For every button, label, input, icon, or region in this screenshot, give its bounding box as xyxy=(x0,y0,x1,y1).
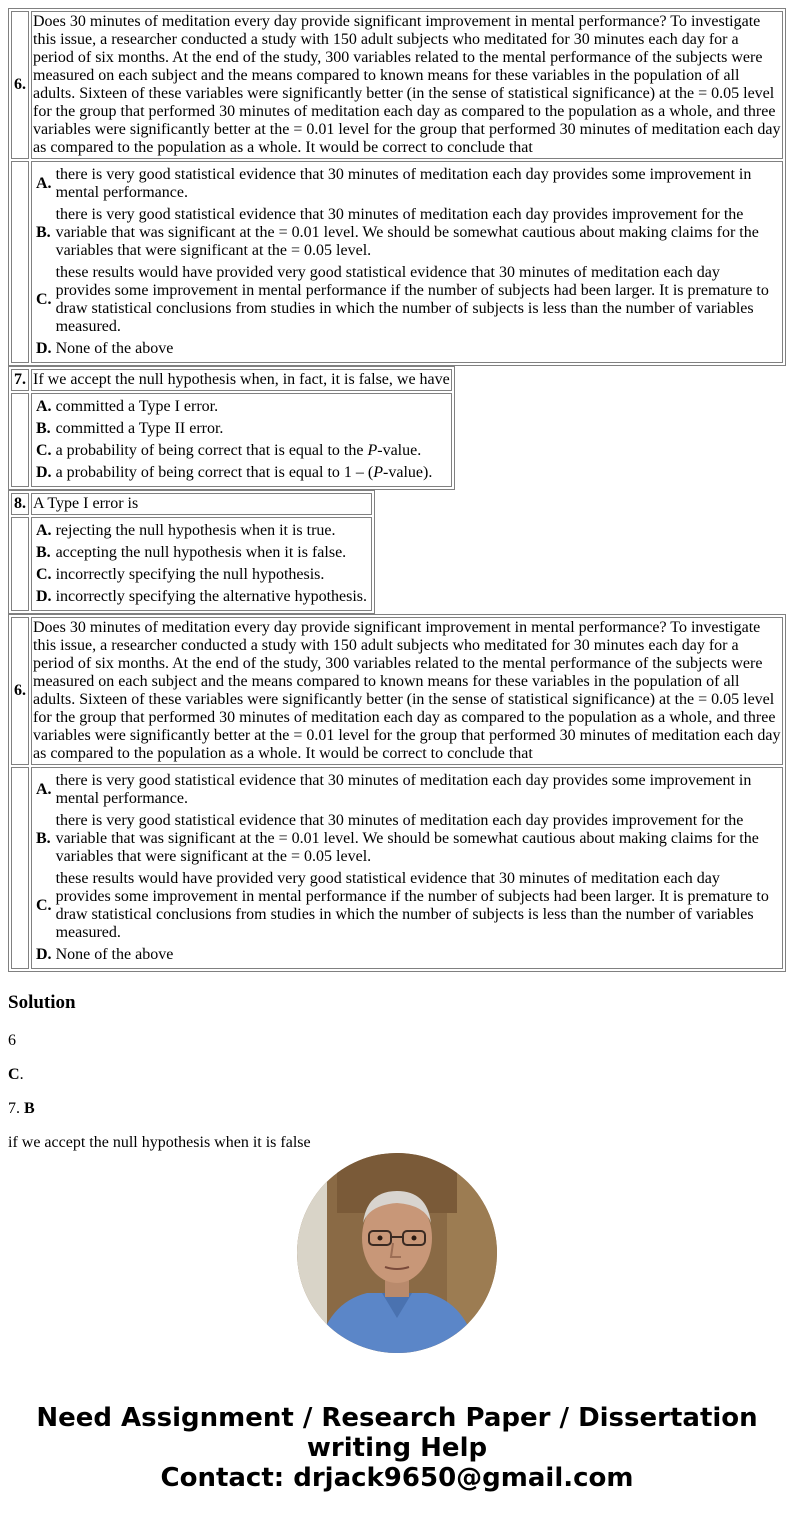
solution-q6-answer xyxy=(8,1066,786,1084)
question-stem: If we accept the null hypothesis when, in fact, it is false, we have xyxy=(31,369,452,391)
question-stem: A Type I error is xyxy=(31,493,372,515)
question-number: 8. xyxy=(11,493,29,515)
solution-q7-answer xyxy=(8,1100,786,1118)
option-text: these results would have provided very good statistical evidence that 30 minutes of meditation each day provides some improvement in mental performance if the number of subjects had been larger. It is premature to draw statistical conclusions from studies in which the number of subjects is less than the number of variables measured. xyxy=(55,264,769,335)
option-text: accepting the null hypothesis when it is false. xyxy=(55,544,347,561)
option-text-italic: P xyxy=(373,464,384,481)
option-letter: C. xyxy=(36,442,52,459)
option-text: None of the above xyxy=(55,340,174,357)
option-letter: D. xyxy=(36,340,52,357)
option-c xyxy=(35,869,779,943)
empty-cell xyxy=(11,767,29,969)
solution-q7-explanation: if we accept the null hypothesis when it is false xyxy=(8,1134,311,1151)
empty-cell xyxy=(11,161,29,363)
option-a xyxy=(35,771,779,809)
question-number: 7. xyxy=(11,369,29,391)
option-text-italic: P xyxy=(367,442,378,459)
option-letter: C. xyxy=(36,897,52,914)
option-text: committed a Type II error. xyxy=(55,420,224,437)
question-stem: Does 30 minutes of meditation every day provide significant improvement in mental performance? To investigate this issue, a researcher conducted a study with 150 adult subjects who meditated for 30 minutes each day for a period of six months. At the end of the study, 300 variables related to the mental performance of the subjects were measured on each subject and the means compared to known means for these variables in the population of all adults. Sixteen of these variables were significantly better (in the sense of statistical significance) at the = 0.05 level for the group that performed 30 minutes of meditation each day as compared to the population as a whole, and three variables were significantly better at the = 0.01 level for the group that performed 30 minutes of meditation each day as compared to the population as a whole. It would be correct to conclude that xyxy=(31,11,783,159)
option-letter: C. xyxy=(36,566,52,583)
option-text-before: a probability of being correct that is equal to 1 – ( xyxy=(55,464,374,481)
option-text-after: -value. xyxy=(377,442,422,459)
option-c xyxy=(35,441,433,461)
document-body xyxy=(8,8,786,1172)
option-text xyxy=(55,441,434,461)
question-number: 6. xyxy=(11,617,29,765)
avatar-portrait-icon xyxy=(297,1153,497,1353)
option-d xyxy=(35,463,433,483)
footer-banner xyxy=(0,1403,794,1493)
options-list xyxy=(33,519,370,609)
option-text: there is very good statistical evidence that 30 minutes of meditation each day provides improvement for the variable that was significant at the = 0.01 level. We should be somewhat cautious about making claims for the variables that were significant at the = 0.05 level. xyxy=(55,812,759,865)
footer-tagline: Need Assignment / Research Paper / Dissertation writing Help xyxy=(36,1403,758,1463)
solution-q6-label: 6 xyxy=(8,1032,16,1049)
option-letter: A. xyxy=(36,175,52,192)
footer-contact: Contact: drjack9650@gmail.com xyxy=(160,1463,634,1493)
option-text: there is very good statistical evidence that 30 minutes of meditation each day provides some improvement in mental performance. xyxy=(55,772,752,807)
option-text-before: a probability of being correct that is equal to the xyxy=(55,442,368,459)
option-letter: D. xyxy=(36,946,52,963)
option-c xyxy=(35,263,779,337)
answer-letter: B xyxy=(24,1100,35,1117)
option-letter: A. xyxy=(36,781,52,798)
empty-cell xyxy=(11,517,29,611)
answer-letter: C xyxy=(8,1066,20,1083)
option-d xyxy=(35,945,779,965)
option-letter: D. xyxy=(36,464,52,481)
option-text: committed a Type I error. xyxy=(55,398,219,415)
option-b xyxy=(35,419,433,439)
option-text: incorrectly specifying the null hypothesis. xyxy=(55,566,325,583)
option-letter: B. xyxy=(36,544,51,561)
options-cell xyxy=(31,161,783,363)
option-text: these results would have provided very good statistical evidence that 30 minutes of meditation each day provides some improvement in mental performance if the number of subjects had been larger. It is premature to draw statistical conclusions from studies in which the number of subjects is less than the number of variables measured. xyxy=(55,870,769,941)
question-number: 6. xyxy=(11,11,29,159)
options-cell xyxy=(31,393,452,487)
options-list xyxy=(33,163,781,361)
option-letter: D. xyxy=(36,588,52,605)
option-b xyxy=(35,811,779,867)
solution-heading: Solution xyxy=(8,992,76,1013)
option-letter: C. xyxy=(36,291,52,308)
option-text xyxy=(55,463,434,483)
option-letter: A. xyxy=(36,398,52,415)
option-text: there is very good statistical evidence that 30 minutes of meditation each day provides some improvement in mental performance. xyxy=(55,166,752,201)
question-6-repeat-table xyxy=(8,614,786,972)
option-b xyxy=(35,205,779,261)
answer-label: 7. xyxy=(8,1100,24,1117)
option-letter: B. xyxy=(36,224,51,241)
option-text: incorrectly specifying the alternative hypothesis. xyxy=(55,588,368,605)
option-text: None of the above xyxy=(55,946,174,963)
option-d xyxy=(35,587,368,607)
option-b xyxy=(35,543,368,563)
option-a xyxy=(35,397,433,417)
answer-suffix: . xyxy=(19,1066,24,1083)
option-text: rejecting the null hypothesis when it is true. xyxy=(55,522,336,539)
options-cell xyxy=(31,767,783,969)
options-cell xyxy=(31,517,372,611)
option-a xyxy=(35,165,779,203)
option-text-after: -value). xyxy=(383,464,433,481)
question-stem: Does 30 minutes of meditation every day provide significant improvement in mental performance? To investigate this issue, a researcher conducted a study with 150 adult subjects who meditated for 30 minutes each day for a period of six months. At the end of the study, 300 variables related to the mental performance of the subjects were measured on each subject and the means compared to known means for these variables in the population of all adults. Sixteen of these variables were significantly better (in the sense of statistical significance) at the = 0.05 level for the group that performed 30 minutes of meditation each day as compared to the population as a whole, and three variables were significantly better at the = 0.01 level for the group that performed 30 minutes of meditation each day as compared to the population as a whole. It would be correct to conclude that xyxy=(31,617,783,765)
option-letter: B. xyxy=(36,420,51,437)
option-d xyxy=(35,339,779,359)
question-7-table xyxy=(8,366,455,490)
question-6-table xyxy=(8,8,786,366)
options-list xyxy=(33,769,781,967)
option-letter: A. xyxy=(36,522,52,539)
question-8-table xyxy=(8,490,375,614)
option-letter: B. xyxy=(36,830,51,847)
options-list xyxy=(33,395,435,485)
option-text: there is very good statistical evidence that 30 minutes of meditation each day provides improvement for the variable that was significant at the = 0.01 level. We should be somewhat cautious about making claims for the variables that were significant at the = 0.05 level. xyxy=(55,206,759,259)
option-a xyxy=(35,521,368,541)
solution-block xyxy=(8,1032,786,1172)
avatar xyxy=(297,1153,497,1353)
option-c xyxy=(35,565,368,585)
empty-cell xyxy=(11,393,29,487)
